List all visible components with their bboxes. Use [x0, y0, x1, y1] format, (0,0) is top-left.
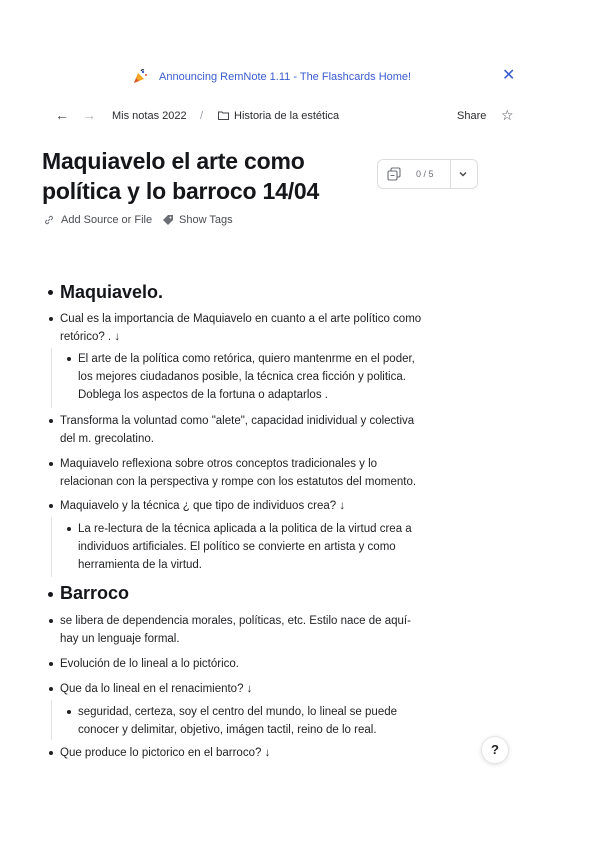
list-item-cont[interactable]: Doblega los aspectos de la fortuna o adaptarlos .: [78, 389, 328, 401]
list-item-cont[interactable]: relacionan con la perspectiva y rompe con los estatutos del momento.: [60, 476, 417, 488]
list-item[interactable]: Que da lo lineal en el renacimiento? ↓: [60, 683, 253, 695]
bullet-dot[interactable]: [49, 662, 53, 666]
list-item[interactable]: Que produce lo pictorico en el barroco? ↓: [60, 747, 271, 759]
party-horn-icon: [132, 69, 148, 85]
indent-guide: [51, 348, 52, 408]
announcement-banner: [0, 68, 601, 88]
list-item-cont[interactable]: conocer y delimitar, objetivo, imágen tactil, reino de lo real.: [78, 724, 377, 736]
list-item-cont[interactable]: hay un lenguaje formal.: [60, 633, 180, 645]
bullet-dot[interactable]: [67, 527, 71, 531]
list-item[interactable]: seguridad, certeza, soy el centro del mundo, lo lineal se puede: [78, 706, 398, 718]
arrow-right-icon[interactable]: →: [82, 107, 96, 123]
help-button[interactable]: ?: [481, 736, 509, 764]
list-item[interactable]: se libera de dependencia morales, políticas, etc. Estilo nace de aquí-: [60, 615, 411, 627]
bullet-dot[interactable]: [48, 592, 53, 597]
bullet-dot[interactable]: [49, 419, 53, 423]
list-item[interactable]: Maquiavelo reflexiona sobre otros conceptos tradicionales y lo: [60, 458, 378, 470]
bullet-dot[interactable]: [49, 317, 53, 321]
tag-icon: [162, 214, 174, 226]
list-item[interactable]: La re-lectura de la técnica aplicada a la politica de la virtud crea a: [78, 523, 412, 535]
heading-barroco[interactable]: Barroco: [60, 583, 130, 603]
list-item-cont[interactable]: del m. grecolatino.: [60, 433, 154, 445]
list-item-cont[interactable]: retórico? . ↓: [60, 331, 121, 343]
star-icon[interactable]: ☆: [501, 107, 514, 123]
widget-divider: [450, 160, 451, 188]
bullet-dot[interactable]: [49, 687, 53, 691]
bullet-dot[interactable]: [67, 710, 71, 714]
link-icon: [44, 215, 54, 225]
bullet-dot[interactable]: [49, 751, 53, 755]
flashcards-widget[interactable]: [377, 159, 478, 189]
breadcrumb-historia[interactable]: Historia de la estética: [234, 110, 340, 122]
bullet-dot[interactable]: [49, 619, 53, 623]
indent-guide: [51, 700, 52, 740]
arrow-left-icon[interactable]: ←: [55, 107, 69, 123]
flashcards-icon: [387, 167, 401, 181]
share-button[interactable]: Share: [457, 110, 487, 122]
chevron-down-icon[interactable]: [457, 169, 469, 179]
breadcrumb-separator: /: [200, 110, 204, 122]
list-item[interactable]: Evolución de lo lineal a lo pictórico.: [60, 658, 239, 670]
bullet-dot[interactable]: [48, 290, 53, 295]
folder-icon: [218, 111, 229, 120]
flashcards-count: 0 / 5: [416, 169, 434, 179]
breadcrumb-mis-notas[interactable]: Mis notas 2022: [112, 110, 187, 122]
indent-guide: [51, 517, 52, 577]
list-item[interactable]: Transforma la voluntad como "alete", capacidad inidividual y colectiva: [60, 415, 415, 427]
list-item[interactable]: Maquiavelo y la técnica ¿ que tipo de individuos crea? ↓: [60, 500, 346, 512]
navigation-bar: [0, 106, 601, 126]
list-item[interactable]: Cual es la importancia de Maquiavelo en cuanto a el arte político como: [60, 313, 422, 325]
announcement-link[interactable]: Announcing RemNote 1.11 - The Flashcards Home!: [159, 71, 412, 83]
heading-maquiavelo[interactable]: Maquiavelo.: [60, 282, 164, 302]
list-item[interactable]: El arte de la política como retórica, quiero mantenrme en el poder,: [78, 353, 415, 365]
add-source-button[interactable]: Add Source or File: [61, 214, 153, 226]
list-item-cont[interactable]: herramienta de la virtud.: [78, 559, 203, 571]
list-item-cont[interactable]: individuos artificiales. El político se convierte en artista y como: [78, 541, 396, 553]
page-title[interactable]: Maquiavelo el arte como política y lo barroco 14/04: [42, 148, 320, 204]
bullet-dot[interactable]: [49, 462, 53, 466]
close-icon[interactable]: ✕: [502, 67, 516, 84]
bullet-dot[interactable]: [49, 504, 53, 508]
bullet-dot[interactable]: [67, 357, 71, 361]
list-item-cont[interactable]: los mejores ciudadanos posible, la técnica crea ficción y politica.: [78, 371, 406, 383]
show-tags-button[interactable]: Show Tags: [179, 214, 233, 226]
